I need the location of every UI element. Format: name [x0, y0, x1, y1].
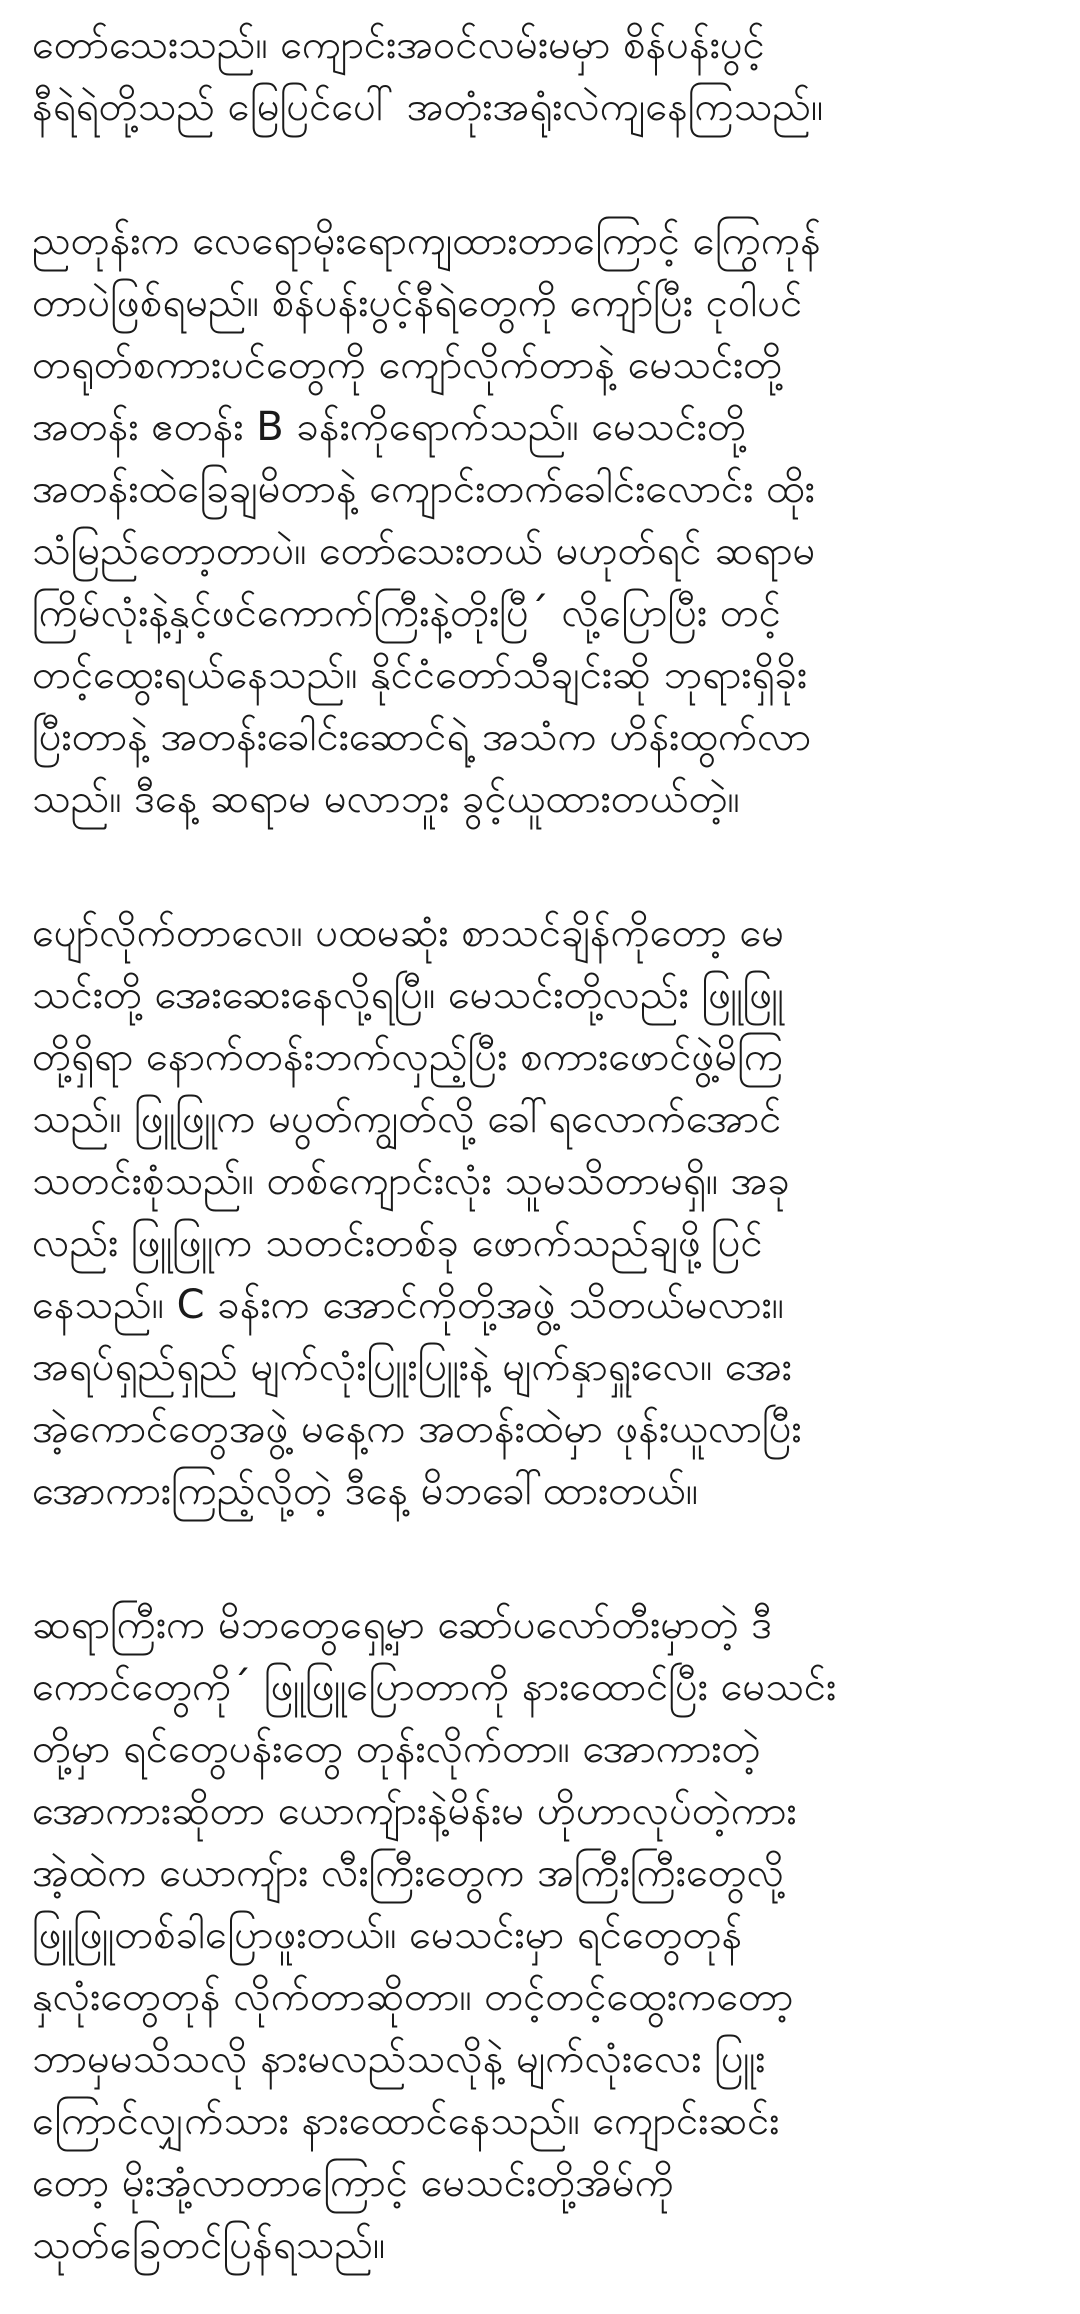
text-line: နှလုံးတွေတုန် လိုက်တာဆိုတာ။ တင့်တင့်ထွေးကတော့ — [32, 1974, 794, 2020]
text-line: အောကားကြည့်လို့တဲ့ ဒီနေ့ မိဘခေါ်ထားတယ်။ — [32, 1468, 698, 1514]
text-line: တို့ရှိရာ နောက်တန်းဘက်လှည့်ပြီး စကားဖောင်ဖွဲ့မိကြ — [32, 1034, 784, 1080]
text-line: နေသည်။ C ခန်းက အောင်ကိုတို့အဖွဲ့ သိတယ်မလား။ — [32, 1282, 784, 1328]
text-line: သည်။ ဖြူဖြူက မပွတ်ကျွတ်လို့ ခေါ်ရလောက်အောင် — [32, 1096, 782, 1142]
text-line: နီရဲရဲတို့သည် မြေပြင်ပေါ် အတုံးအရုံးလဲကျနေကြသည်။ — [32, 84, 824, 130]
text-line: တော်သေးသည်။ ကျောင်းအဝင်လမ်းမမှာ စိန်ပန်းပွင့် — [32, 22, 765, 68]
paragraph-gap — [32, 830, 1048, 902]
text-line: ကြောင်လျှက်သား နားထောင်နေသည်။ ကျောင်းဆင်း — [32, 2098, 780, 2144]
paragraph-gap — [32, 138, 1048, 210]
text-line: ကောင်တွေကို´ ဖြူဖြူပြောတာကို နားထောင်ပြီး မေသင်း — [32, 1664, 837, 1710]
text-line: အောကားဆိုတာ ယောကျ်ားနဲ့မိန်းမ ဟိုဟာလုပ်တဲ့ကား — [32, 1788, 797, 1834]
paragraph-3 — [32, 902, 1048, 1522]
text-line: အတန်းထဲခြေချမိတာနဲ့ ကျောင်းတက်ခေါင်းလောင်း ထိုး — [32, 466, 815, 512]
text-line: လည်း ဖြူဖြူက သတင်းတစ်ခု ဖောက်သည်ချဖို့ပြင် — [32, 1220, 763, 1266]
text-line: သတင်းစုံသည်။ တစ်ကျောင်းလုံး သူမသိတာမရှိ။ အခု — [32, 1158, 790, 1204]
text-line: ကြိမ်လုံးနဲ့နှင့်ဖင်ကောက်ကြီးနဲ့တိုးပြီ´ လို့ပြောပြီး တင့် — [32, 590, 781, 636]
text-line: သည်။ ဒီနေ့ ဆရာမ မလာဘူး ခွင့်ယူထားတယ်တဲ့။ — [32, 776, 740, 822]
paragraph-2 — [32, 210, 1048, 830]
text-line: ဖြူဖြူတစ်ခါပြောဖူးတယ်။ မေသင်းမှာ ရင်တွေတုန် — [32, 1912, 743, 1958]
text-line: အဲ့ကောင်တွေအဖွဲ့ မနေ့က အတန်းထဲမှာ ဖုန်းယူလာပြီး — [32, 1406, 802, 1452]
text-line: တော့ မိုးအုံ့လာတာကြောင့် မေသင်းတို့အိမ်ကို — [32, 2160, 674, 2206]
text-line: အတန်း ဧတန်း B ခန်းကိုရောက်သည်။ မေသင်းတို့ — [32, 404, 746, 450]
text-line: အဲ့ထဲက ယောကျ်ား လီးကြီးတွေက အကြီးကြီးတွေလို့ — [32, 1850, 785, 1896]
text-line: ပြီးတာနဲ့ အတန်းခေါင်းဆောင်ရဲ့ အသံက ဟိန်းထွက်လာ — [32, 714, 812, 760]
text-line: သင်းတို့ အေးဆေးနေလို့ရပြီ။ မေသင်းတို့လည်း ဖြူဖြူ — [32, 972, 784, 1018]
text-line: သုတ်ခြေတင်ပြန်ရသည်။ — [32, 2222, 386, 2268]
paragraph-1 — [32, 14, 1048, 138]
text-line: သံမြည်တော့တာပဲ။ တော်သေးတယ် မဟုတ်ရင် ဆရာမ — [32, 528, 816, 574]
text-line: ပျော်လိုက်တာလေ။ ပထမဆုံး စာသင်ချိန်ကိုတော့ မေ — [32, 910, 785, 956]
text-line: တရုတ်စကားပင်တွေကို ကျော်လိုက်တာနဲ့ မေသင်းတို့ — [32, 342, 783, 388]
text-line: ဆရာကြီးက မိဘတွေရှေ့မှာ ဆော်ပလော်တီးမှာတဲ့ ဒီ — [32, 1602, 773, 1648]
text-line: တာပဲဖြစ်ရမည်။ စိန်ပန်းပွင့်နီရဲတွေကို ကျော်ပြီး ငုဝါပင် — [32, 280, 803, 326]
text-line: ညတုန်းက လေရောမိုးရောကျထားတာကြောင့် ကြွေကုန် — [32, 218, 821, 264]
paragraph-4 — [32, 1594, 1048, 2276]
text-line: တို့မှာ ရင်တွေပန်းတွေ တုန်းလိုက်တာ။ အောကားတဲ့ — [32, 1726, 761, 1772]
text-line: တင့်ထွေးရယ်နေသည်။ နိုင်ငံတော်သီချင်းဆို ဘုရားရှိခိုး — [32, 652, 808, 698]
text-line: ဘာမှမသိသလို နားမလည်သလိုနဲ့ မျက်လုံးလေး ပြူး — [32, 2036, 766, 2082]
text-line: အရပ်ရှည်ရှည် မျက်လုံးပြူးပြူးနဲ့ မျက်နှာရှူးလေ။ အေး — [32, 1344, 792, 1390]
paragraph-gap — [32, 1522, 1048, 1594]
